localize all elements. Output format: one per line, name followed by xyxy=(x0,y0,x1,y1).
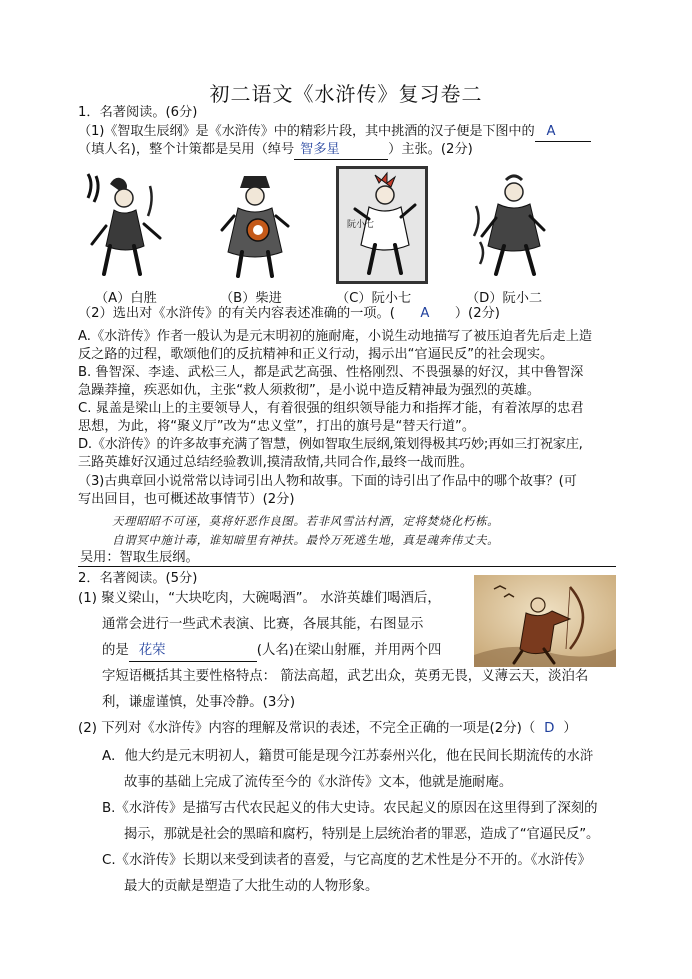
q2-part1-line1: (1) 聚义梁山，“大块吃肉，大碗喝酒”。 水浒英雄们喝酒后， xyxy=(78,591,441,606)
caption-a: （A）白胜 xyxy=(95,291,157,306)
caption-b: （B）柴进 xyxy=(220,291,282,306)
q2-part2-answer: D xyxy=(544,721,555,736)
q2-part1-text2: (人名)在梁山射雁，并用两个四 xyxy=(256,643,442,658)
answer-underline xyxy=(78,566,616,567)
q2-part1-line3 xyxy=(102,638,441,664)
poem-line-1: 天理昭昭不可诬，莫将奸恶作良图。若非风雪沽村酒，定将焚烧化朽栋。 xyxy=(112,514,500,528)
q1-part1-text: （1)《智取生辰纲》是《水浒传》中的精彩片段，其中挑酒的汉子便是下图中的 xyxy=(78,124,535,139)
q2-answer-blank: 花荣 xyxy=(129,641,257,662)
q1-part1-line2 xyxy=(78,141,473,160)
q2-part1-text: 的是 xyxy=(102,643,129,658)
q1-option-line: A.《水浒传》作者一般认为是元末明初的施耐庵，小说生动地描写了被压迫者先后走上造 xyxy=(78,329,593,344)
q2-part2-prompt xyxy=(78,716,577,742)
q2-option-line: C.《水浒传》长期以来受到读者的喜爱，与它高度的艺术性是分不开的。《水浒传》 xyxy=(102,853,591,868)
q1-option-line: 三路英雄好汉通过总结经验教训,摸清敌情,共同合作,最终一战而胜。 xyxy=(78,455,474,470)
q1-part3-prompt-line1: （3)古典章回小说常常以诗词引出人物和故事。下面的诗引出了作品中的哪个故事？(可 xyxy=(78,474,577,489)
q2-option-line: 揭示，那就是社会的黑暗和腐朽，特别是上层统治者的罪恶，造成了“官逼民反”。 xyxy=(124,827,600,842)
q1-part1-line1 xyxy=(78,123,591,142)
q2-option-line: A．他大约是元末明初人，籍贯可能是现今江苏泰州兴化，他在民间长期流传的水浒 xyxy=(102,749,594,764)
q2-part1-line4: 字短语概括其主要性格特点： 箭法高超，武艺出众，英勇无畏，义薄云天，淡泊名 xyxy=(102,669,589,684)
q2-part2-close: ） xyxy=(563,721,577,736)
q2-option-line: 最大的贡献是塑造了大批生动的人物形象。 xyxy=(124,879,379,894)
page-title: 初二语文《水浒传》复习卷二 xyxy=(209,82,483,106)
poem-line-2: 自谓冥中施计毒，谁知暗里有神扶。最怜万死逃生地，真是魂奔伟丈夫。 xyxy=(112,533,500,547)
figure-ruan-xiaoer-icon xyxy=(466,166,558,284)
figure-chai-jin-icon xyxy=(210,166,302,284)
figure-bai-sheng-icon xyxy=(80,166,172,284)
q2-option-line: 故事的基础上完成了流传至今的《水浒传》文本，他就是施耐庵。 xyxy=(124,775,513,790)
q1-part2-text: （2）选出对《水浒传》的有关内容表述准确的一项。( xyxy=(78,306,395,321)
q1-answer-blank-2: 智多星 xyxy=(294,141,388,160)
q2-part2-text: (2) 下列对《水浒传》内容的理解及常识的表述，不完全正确的一项是(2分)（ xyxy=(78,721,536,736)
hua-rong-archery-painting-icon xyxy=(474,575,616,667)
q1-option-line: 反之路的过程，歌颂他们的反抗精神和正义行动，揭示出“官逼民反”的社会现实。 xyxy=(78,347,554,362)
q1-option-line: 急躁莽撞，疾恶如仇，主张“救人须救彻”，是小说中造反精神最为强烈的英雄。 xyxy=(78,383,541,398)
q1-option-line: B. 鲁智深、李逵、武松三人，都是武艺高强、性格刚烈、不畏强暴的好汉，其中鲁智深 xyxy=(78,365,584,380)
q1-answer-blank-1: A xyxy=(535,123,591,142)
caption-d: （D）阮小二 xyxy=(466,291,543,306)
q1-part2-answer: A xyxy=(420,306,430,321)
q1-option-line: D.《水浒传》的许多故事充满了智慧，例如智取生辰纲,策划得极其巧妙;再如三打祝家庄, xyxy=(78,437,583,452)
q1-option-line: 思想，为此，将“聚义厅”改为“忠义堂”，打出的旗号是“替天行道”。 xyxy=(78,419,476,434)
caption-c: （C）阮小七 xyxy=(336,291,412,306)
q2-option-line: B.《水浒传》是描写古代农民起义的伟大史诗。农民起义的原因在这里得到了深刻的 xyxy=(102,801,598,816)
q1-heading: 1．名著阅读。(6分) xyxy=(78,105,198,120)
q2-part1-line5: 利，谦虚谨慎，处事冷静。(3分) xyxy=(102,695,296,710)
q1-option-line: C. 晁盖是梁山上的主要领导人，有着很强的组织领导能力和指挥才能，有着浓厚的忠君 xyxy=(78,401,584,416)
q2-heading: 2．名著阅读。(5分) xyxy=(78,571,198,586)
q1-part2-points: ）(2分) xyxy=(454,306,500,321)
ruan-xiaoqi-label: 阮小七 xyxy=(347,220,375,230)
q2-part1-line2: 通常会进行一些武术表演、比赛，各展其能，右图显示 xyxy=(102,617,424,632)
q1-part2-prompt xyxy=(78,305,500,323)
q1-part3-prompt-line2: 写出回目，也可概述故事情节）(2分) xyxy=(78,492,295,507)
q1-part3-answer: 吴用：智取生辰纲。 xyxy=(80,550,199,565)
figure-ruan-xiaoqi-icon xyxy=(336,166,428,284)
q1-part1-text3: ）主张。(2分) xyxy=(388,142,473,157)
q1-part1-text2: （填人名)，整个计策都是吴用（绰号 xyxy=(78,142,295,157)
